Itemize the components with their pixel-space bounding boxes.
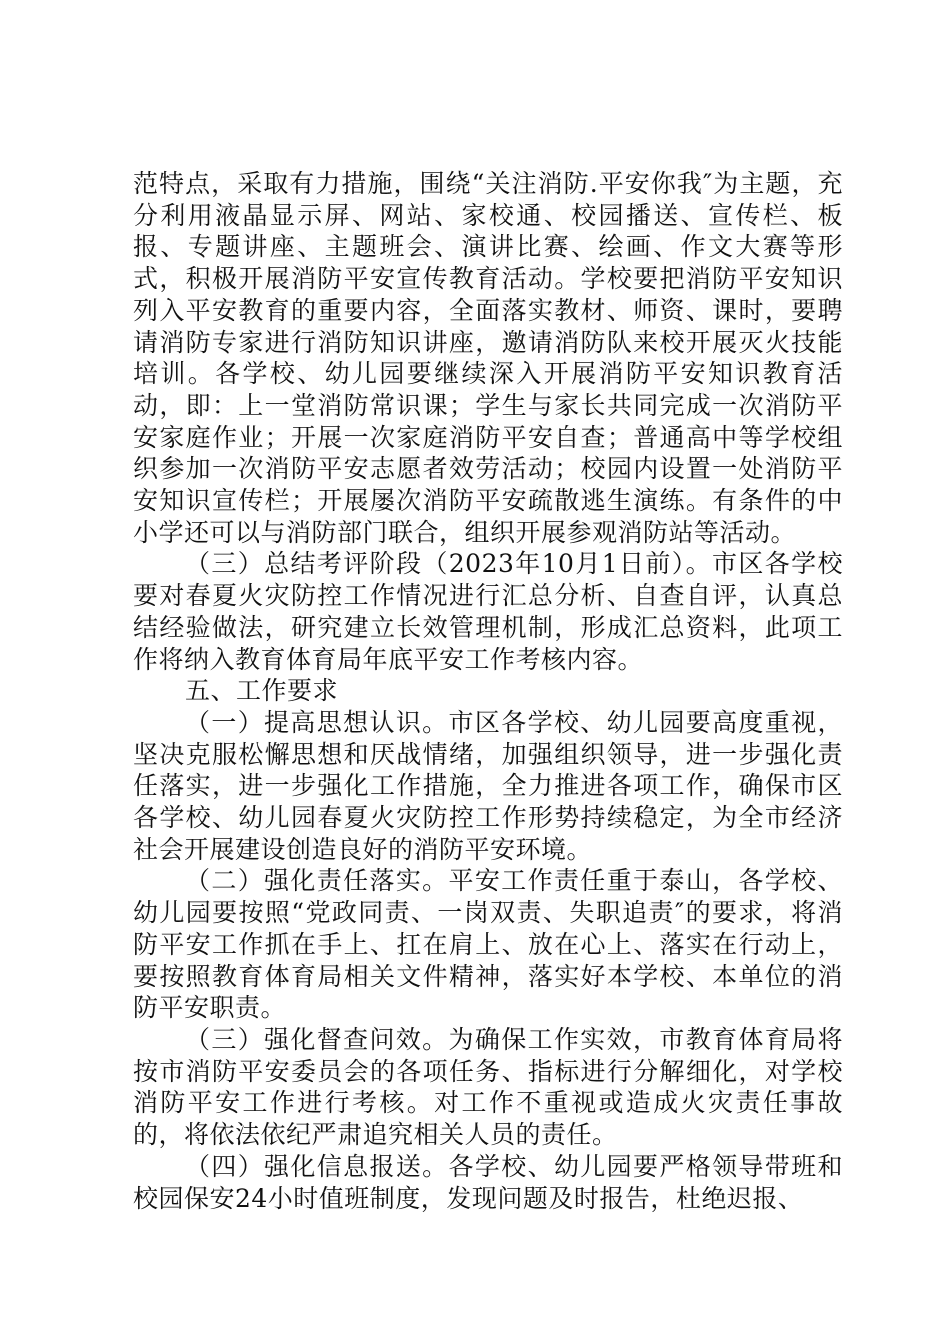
paragraph-continuation: 范特点，采取有力措施，围绕“关注消防.平安你我″为主题，充分利用液晶显示屏、网站、家校通、校园播送、宣传栏、板报、专题讲座、主题班会、演讲比赛、绘画、作文大赛等形式，积极开展消防平安宣传教育活动。学校要把消防平安知识列入平安教育的重要内容，全面落实教材、师资、课时，要聘请消防专家进行消防知识讲座，邀请消防队来校开展灭火技能培训。各学校、幼儿园要继续深入开展消防平安知识教育活动，即：上一堂消防常识课；学生与家长共同完成一次消防平安家庭作业；开展一次家庭消防平安自查；普通高中等学校组织参加一次消防平安志愿者效劳活动；校园内设置一处消防平安知识宣传栏；开展屡次消防平安疏散逃生演练。有条件的中小学还可以与消防部门联合，组织开展参观消防站等活动。	[133, 169, 843, 547]
paragraph-strengthen-responsibility: （二）强化责任落实。平安工作责任重于泰山，各学校、幼儿园要按照“党政同责、一岗双责、失职追责″的要求，将消防平安工作抓在手上、扛在肩上、放在心上、落实在行动上，要按照教育体育局相关文件精神，落实好本学校、本单位的消防平安职责。	[133, 866, 843, 1023]
paragraph-strengthen-reporting: （四）强化信息报送。各学校、幼儿园要严格领导带班和校园保安24小时值班制度，发现问题及时报告，杜绝迟报、	[133, 1151, 843, 1213]
paragraph-strengthen-supervision: （三）强化督查问效。为确保工作实效，市教育体育局将按市消防平安委员会的各项任务、指标进行分解细化，对学校消防平安工作进行考核。对工作不重视或造成火灾责任事故的，将依法依纪严肃追究相关人员的责任。	[133, 1024, 843, 1150]
document-body	[133, 168, 843, 1214]
paragraph-raise-awareness: （一）提高思想认识。市区各学校、幼儿园要高度重视，坚决克服松懈思想和厌战情绪，加强组织领导，进一步强化责任落实，进一步强化工作措施，全力推进各项工作，确保市区各学校、幼儿园春夏火灾防控工作形势持续稳定，为全市经济社会开展建设创造良好的消防平安环境。	[133, 707, 843, 864]
section-heading-work-requirements: 五、工作要求	[185, 676, 339, 706]
paragraph-summary-stage: （三）总结考评阶段（2023年10月1日前）。市区各学校要对春夏火灾防控工作情况进行汇总分析、自查自评，认真总结经验做法，研究建立长效管理机制，形成汇总资料，此项工作将纳入教育体育局年底平安工作考核内容。	[133, 549, 843, 674]
